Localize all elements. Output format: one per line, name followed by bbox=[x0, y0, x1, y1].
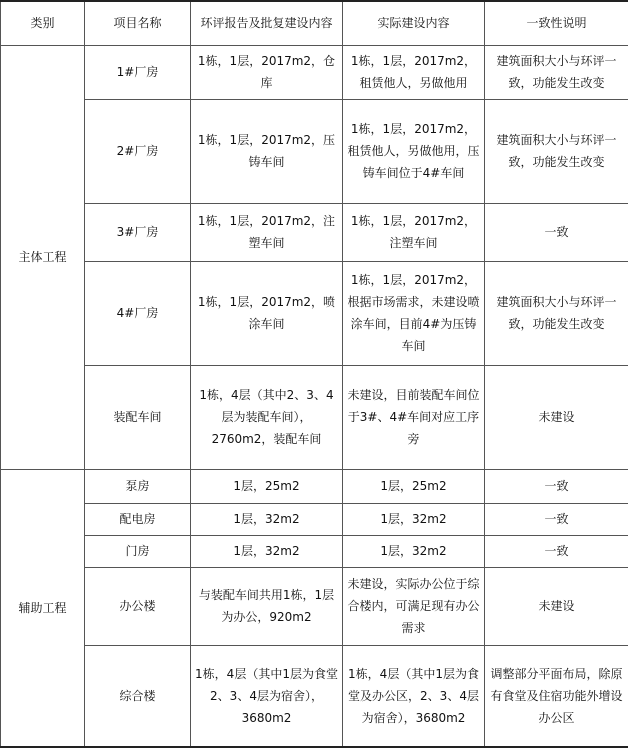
actual-content-cell: 未建设，实际办公位于综合楼内，可满足现有办公需求 bbox=[343, 567, 485, 645]
consistency-cell: 调整部分平面布局，除原有食堂及住宿功能外增设办公区 bbox=[485, 645, 628, 747]
header-category: 类别 bbox=[1, 1, 85, 45]
consistency-cell: 建筑面积大小与环评一致，功能发生改变 bbox=[485, 45, 628, 99]
actual-content-cell: 1栋，1层，2017m2，租赁他人，另做他用 bbox=[343, 45, 485, 99]
actual-content-cell: 1栋，1层，2017m2，租赁他人，另做他用，压铸车间位于4#车间 bbox=[343, 99, 485, 203]
project-name-cell: 1#厂房 bbox=[85, 45, 191, 99]
eia-content-cell: 1栋，1层，2017m2，喷涂车间 bbox=[191, 261, 343, 365]
header-consistency: 一致性说明 bbox=[485, 1, 628, 45]
consistency-cell: 建筑面积大小与环评一致，功能发生改变 bbox=[485, 99, 628, 203]
eia-content-cell: 1栋，1层，2017m2，仓库 bbox=[191, 45, 343, 99]
consistency-cell: 一致 bbox=[485, 203, 628, 261]
consistency-cell: 一致 bbox=[485, 469, 628, 503]
actual-content-cell: 1栋，4层（其中1层为食堂及办公区，2、3、4层为宿舍），3680m2 bbox=[343, 645, 485, 747]
project-name-cell: 门房 bbox=[85, 535, 191, 567]
table-row bbox=[1, 45, 628, 99]
project-name-cell: 综合楼 bbox=[85, 645, 191, 747]
actual-content-cell: 1层，32m2 bbox=[343, 503, 485, 535]
header-eia-content: 环评报告及批复建设内容 bbox=[191, 1, 343, 45]
consistency-cell: 未建设 bbox=[485, 567, 628, 645]
eia-content-cell: 1栋，1层，2017m2，注塑车间 bbox=[191, 203, 343, 261]
table-row bbox=[1, 469, 628, 503]
header-actual-content: 实际建设内容 bbox=[343, 1, 485, 45]
table-row bbox=[1, 203, 628, 261]
project-name-cell: 装配车间 bbox=[85, 365, 191, 469]
project-name-cell: 3#厂房 bbox=[85, 203, 191, 261]
table-row bbox=[1, 535, 628, 567]
eia-content-cell: 与装配车间共用1栋，1层为办公，920m2 bbox=[191, 567, 343, 645]
table-row bbox=[1, 645, 628, 747]
actual-content-cell: 未建设，目前装配车间位于3#、4#车间对应工序旁 bbox=[343, 365, 485, 469]
table-row bbox=[1, 99, 628, 203]
project-name-cell: 办公楼 bbox=[85, 567, 191, 645]
eia-content-cell: 1栋，4层（其中1层为食堂2、3、4层为宿舍），3680m2 bbox=[191, 645, 343, 747]
eia-content-cell: 1栋，1层，2017m2，压铸车间 bbox=[191, 99, 343, 203]
table-row bbox=[1, 567, 628, 645]
eia-content-cell: 1层，25m2 bbox=[191, 469, 343, 503]
category-cell: 主体工程 bbox=[1, 45, 85, 469]
project-name-cell: 2#厂房 bbox=[85, 99, 191, 203]
actual-content-cell: 1层，25m2 bbox=[343, 469, 485, 503]
actual-content-cell: 1栋，1层，2017m2，根据市场需求，未建设喷涂车间，目前4#为压铸车间 bbox=[343, 261, 485, 365]
eia-content-cell: 1层，32m2 bbox=[191, 503, 343, 535]
table-row bbox=[1, 261, 628, 365]
consistency-cell: 一致 bbox=[485, 535, 628, 567]
eia-content-cell: 1栋，4层（其中2、3、4层为装配车间），2760m2，装配车间 bbox=[191, 365, 343, 469]
project-name-cell: 配电房 bbox=[85, 503, 191, 535]
consistency-cell: 建筑面积大小与环评一致，功能发生改变 bbox=[485, 261, 628, 365]
project-name-cell: 泵房 bbox=[85, 469, 191, 503]
header-project-name: 项目名称 bbox=[85, 1, 191, 45]
eia-content-cell: 1层，32m2 bbox=[191, 535, 343, 567]
consistency-cell: 未建设 bbox=[485, 365, 628, 469]
table-row bbox=[1, 365, 628, 469]
table-row bbox=[1, 503, 628, 535]
project-name-cell: 4#厂房 bbox=[85, 261, 191, 365]
header-row bbox=[1, 1, 628, 45]
consistency-cell: 一致 bbox=[485, 503, 628, 535]
actual-content-cell: 1栋，1层，2017m2，注塑车间 bbox=[343, 203, 485, 261]
category-cell: 辅助工程 bbox=[1, 469, 85, 747]
actual-content-cell: 1层，32m2 bbox=[343, 535, 485, 567]
